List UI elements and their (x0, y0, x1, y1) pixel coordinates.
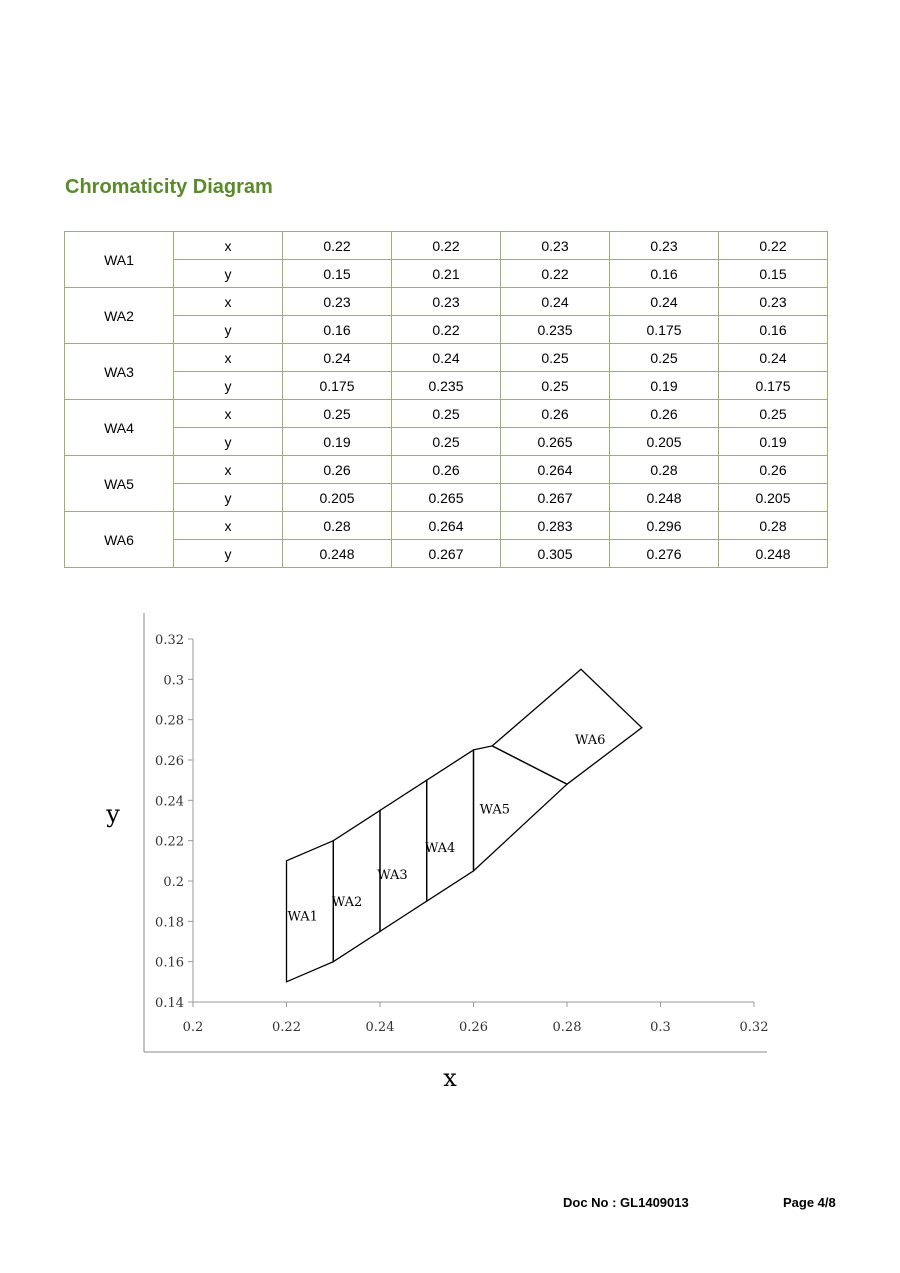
value-cell: 0.21 (392, 260, 501, 288)
x-tick-label: 0.32 (739, 1020, 769, 1035)
value-cell: 0.15 (719, 260, 828, 288)
y-tick-label: 0.14 (155, 996, 184, 1011)
axis-label-cell: y (174, 484, 283, 512)
y-tick-label: 0.16 (155, 955, 184, 971)
value-cell: 0.24 (392, 344, 501, 372)
value-cell: 0.264 (501, 456, 610, 484)
value-cell: 0.23 (501, 232, 610, 260)
value-cell: 0.22 (501, 260, 610, 288)
y-tick-label: 0.3 (163, 673, 184, 689)
table-row (65, 316, 828, 344)
region-label-wa2: WA2 (331, 895, 363, 911)
x-tick-label: 0.3 (650, 1020, 671, 1035)
value-cell: 0.305 (501, 540, 610, 568)
value-cell: 0.276 (610, 540, 719, 568)
axis-label-cell: x (174, 512, 283, 540)
axis-label-cell: y (174, 540, 283, 568)
axis-label-cell: x (174, 232, 283, 260)
table-row (65, 540, 828, 568)
value-cell: 0.16 (719, 316, 828, 344)
value-cell: 0.15 (283, 260, 392, 288)
value-cell: 0.16 (610, 260, 719, 288)
value-cell: 0.267 (392, 540, 501, 568)
y-tick-label: 0.26 (155, 754, 184, 769)
value-cell: 0.19 (283, 428, 392, 456)
axis-label-cell: y (174, 372, 283, 400)
axis-label-cell: y (174, 316, 283, 344)
page-title: Chromaticity Diagram (65, 176, 273, 198)
axis-label-cell: x (174, 456, 283, 484)
y-axis-title: y (106, 800, 120, 828)
value-cell: 0.25 (501, 344, 610, 372)
value-cell: 0.248 (719, 540, 828, 568)
value-cell: 0.23 (283, 288, 392, 316)
value-cell: 0.248 (610, 484, 719, 512)
row-name-cell: WA1 (65, 232, 174, 288)
value-cell: 0.175 (719, 372, 828, 400)
value-cell: 0.26 (283, 456, 392, 484)
value-cell: 0.22 (392, 232, 501, 260)
value-cell: 0.23 (610, 232, 719, 260)
row-name-cell: WA5 (65, 456, 174, 512)
value-cell: 0.16 (283, 316, 392, 344)
region-label-wa4: WA4 (424, 841, 456, 857)
value-cell: 0.296 (610, 512, 719, 540)
axis-label-cell: y (174, 428, 283, 456)
value-cell: 0.24 (283, 344, 392, 372)
row-name-cell: WA4 (65, 400, 174, 456)
x-tick-label: 0.28 (552, 1020, 582, 1035)
value-cell: 0.22 (392, 316, 501, 344)
value-cell: 0.28 (610, 456, 719, 484)
value-cell: 0.248 (283, 540, 392, 568)
region-wa2 (333, 810, 380, 961)
value-cell: 0.175 (610, 316, 719, 344)
value-cell: 0.25 (610, 344, 719, 372)
region-label-wa6: WA6 (575, 732, 606, 748)
value-cell: 0.175 (283, 372, 392, 400)
x-axis-title: x (443, 1064, 457, 1092)
value-cell: 0.28 (719, 512, 828, 540)
value-cell: 0.25 (283, 400, 392, 428)
table-row (65, 372, 828, 400)
value-cell: 0.235 (392, 372, 501, 400)
region-wa4 (424, 750, 474, 901)
value-cell: 0.235 (501, 316, 610, 344)
row-name-cell: WA6 (65, 512, 174, 568)
axis-label-cell: x (174, 288, 283, 316)
table-row (65, 260, 828, 288)
value-cell: 0.24 (719, 344, 828, 372)
value-cell: 0.26 (392, 456, 501, 484)
value-cell: 0.26 (610, 400, 719, 428)
value-cell: 0.23 (392, 288, 501, 316)
value-cell: 0.24 (501, 288, 610, 316)
value-cell: 0.22 (719, 232, 828, 260)
x-tick-label: 0.2 (182, 1020, 204, 1035)
y-tick-label: 0.22 (155, 834, 184, 850)
table-body (65, 232, 828, 568)
axis-label-cell: y (174, 260, 283, 288)
value-cell: 0.23 (719, 288, 828, 316)
table-row (65, 484, 828, 512)
x-tick-label: 0.26 (459, 1020, 488, 1035)
value-cell: 0.25 (392, 428, 501, 456)
x-tick-label: 0.24 (365, 1020, 395, 1035)
value-cell: 0.26 (501, 400, 610, 428)
table-row (65, 512, 828, 540)
x-tick-label: 0.22 (272, 1020, 301, 1035)
value-cell: 0.26 (719, 456, 828, 484)
doc-number: Doc No : GL1409013 (563, 1195, 689, 1210)
value-cell: 0.265 (392, 484, 501, 512)
region-label-wa1: WA1 (287, 909, 318, 925)
table-row (65, 428, 828, 456)
row-name-cell: WA3 (65, 344, 174, 400)
value-cell: 0.28 (283, 512, 392, 540)
value-cell: 0.25 (392, 400, 501, 428)
region-label-wa3: WA3 (377, 867, 408, 883)
value-cell: 0.19 (610, 372, 719, 400)
value-cell: 0.22 (283, 232, 392, 260)
chromaticity-diagram (0, 600, 900, 1110)
axes (155, 633, 768, 1035)
y-tick-label: 0.28 (155, 713, 184, 729)
page-number: Page 4/8 (783, 1195, 836, 1210)
value-cell: 0.283 (501, 512, 610, 540)
table-row (65, 456, 828, 484)
table-row (65, 344, 828, 372)
value-cell: 0.25 (501, 372, 610, 400)
region-wa6 (492, 669, 642, 784)
value-cell: 0.264 (392, 512, 501, 540)
table-row (65, 232, 828, 260)
row-name-cell: WA2 (65, 288, 174, 344)
value-cell: 0.24 (610, 288, 719, 316)
value-cell: 0.205 (719, 484, 828, 512)
value-cell: 0.205 (610, 428, 719, 456)
regions (287, 669, 642, 982)
table-row (65, 288, 828, 316)
region-label-wa5: WA5 (479, 802, 511, 818)
value-cell: 0.265 (501, 428, 610, 456)
value-cell: 0.19 (719, 428, 828, 456)
y-tick-label: 0.24 (155, 794, 184, 810)
y-tick-label: 0.18 (155, 915, 184, 931)
axis-label-cell: x (174, 344, 283, 372)
table-row (65, 400, 828, 428)
value-cell: 0.205 (283, 484, 392, 512)
region-wa3 (380, 780, 427, 931)
y-tick-label: 0.2 (163, 875, 184, 890)
axis-label-cell: x (174, 400, 283, 428)
value-cell: 0.267 (501, 484, 610, 512)
chromaticity-table (64, 231, 828, 568)
value-cell: 0.25 (719, 400, 828, 428)
y-tick-label: 0.32 (155, 633, 184, 648)
